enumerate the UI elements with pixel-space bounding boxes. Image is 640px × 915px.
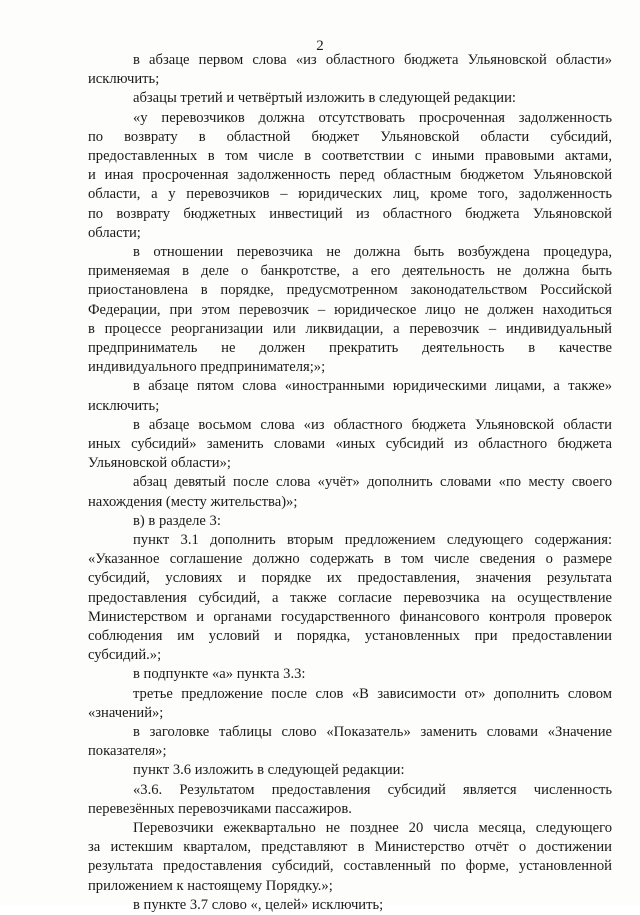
text-line: в отношении перевозчика не должна быть возбуждена процедура,: [133, 244, 612, 260]
text-line: в процессе реорганизации или ликвидации, а перевозчик – индивидуальный: [88, 320, 612, 337]
text-line: области, а у перевозчиков – юридических лиц, кроме того, задолженность: [88, 186, 612, 203]
text-line: предоставления субсидий, а также согласие перевозчика на осуществление: [88, 589, 612, 606]
text-line: Министерством и органами государственного финансового контроля проверок: [88, 608, 612, 625]
text-line: индивидуального предпринимателя;»;: [88, 359, 326, 376]
page-number: 2: [316, 38, 324, 54]
text-line: исключить;: [88, 397, 160, 414]
text-line: приложением к настоящему Порядку.»;: [88, 877, 333, 894]
text-line: области;: [88, 224, 141, 241]
text-line: по возврату бюджетных инвестиций из областного бюджета Ульяновской: [88, 205, 612, 222]
text-line: «значений»;: [88, 704, 164, 721]
text-line: субсидий, условиях и порядке их предоставления, значения результата: [88, 570, 612, 587]
text-line: и иная просроченная задолженность перед областным бюджетом Ульяновской: [88, 167, 612, 184]
text-line: соблюдения им условий и порядка, установленных при предоставлении: [88, 628, 612, 644]
text-line: результата предоставления субсидий, составленный по форме, установленной: [88, 858, 612, 875]
text-line: за истекшим кварталом, представляют в Министерство отчёт о достижении: [88, 839, 612, 856]
text-line: в заголовке таблицы слово «Показатель» заменить словами «Значение: [133, 724, 612, 740]
text-line: третье предложение после слов «В зависимости от» дополнить словом: [133, 685, 612, 702]
text-line: предоставленных в том числе в соответствии с иными правовыми актами,: [88, 148, 612, 164]
text-line: в пункте 3.7 слово «, целей» исключить;: [133, 896, 384, 913]
text-line: абзацы третий и четвёртый изложить в следующей редакции:: [133, 90, 516, 107]
text-line: показателя»;: [88, 743, 167, 760]
text-line: перевезённых перевозчиками пассажиров.: [88, 800, 352, 817]
text-line: «3.6. Результатом предоставления субсидий является численность: [133, 781, 612, 798]
text-line: в абзаце первом слова «из областного бюджета Ульяновской области»: [133, 52, 612, 68]
text-line: «у перевозчиков должна отсутствовать просроченная задолженность: [133, 109, 612, 126]
text-line: в) в разделе 3:: [133, 512, 221, 529]
text-line: исключить;: [88, 71, 160, 88]
text-line: нахождения (месту жительства)»;: [88, 493, 298, 510]
text-line: «Указанное соглашение должно содержать в том числе сведения о размере: [88, 551, 612, 568]
text-line: по возврату в областной бюджет Ульяновской области субсидий,: [88, 128, 612, 145]
text-line: в подпункте «а» пункта 3.3:: [133, 666, 306, 683]
text-line: предприниматель не должен прекратить деятельность в качестве: [88, 340, 612, 356]
text-line: пункт 3.6 изложить в следующей редакции:: [133, 762, 405, 779]
text-line: Ульяновской области»;: [88, 455, 231, 472]
text-line: Федерации, при этом перевозчик – юридическое лицо не должен находиться: [88, 301, 612, 318]
text-line: применяемая в деле о банкротстве, а его деятельность не должна быть: [88, 263, 612, 280]
text-line: в абзаце пятом слова «иностранными юридическими лицами, а также»: [133, 378, 612, 395]
text-line: в абзаце восьмом слова «из областного бюджета Ульяновской области: [133, 416, 612, 433]
text-line: субсидий.»;: [88, 647, 162, 664]
text-line: иных субсидий» заменить словами «иных субсидий из областного бюджета: [88, 436, 612, 452]
text-line: Перевозчики ежеквартально не позднее 20 числа месяца, следующего: [133, 820, 612, 836]
text-line: абзац девятый после слова «учёт» дополнить словами «по месту своего: [133, 474, 612, 491]
text-line: пункт 3.1 дополнить вторым предложением следующего содержания:: [133, 532, 612, 548]
text-line: приостановлена в порядке, предусмотренном законодательством Российской: [88, 282, 612, 299]
